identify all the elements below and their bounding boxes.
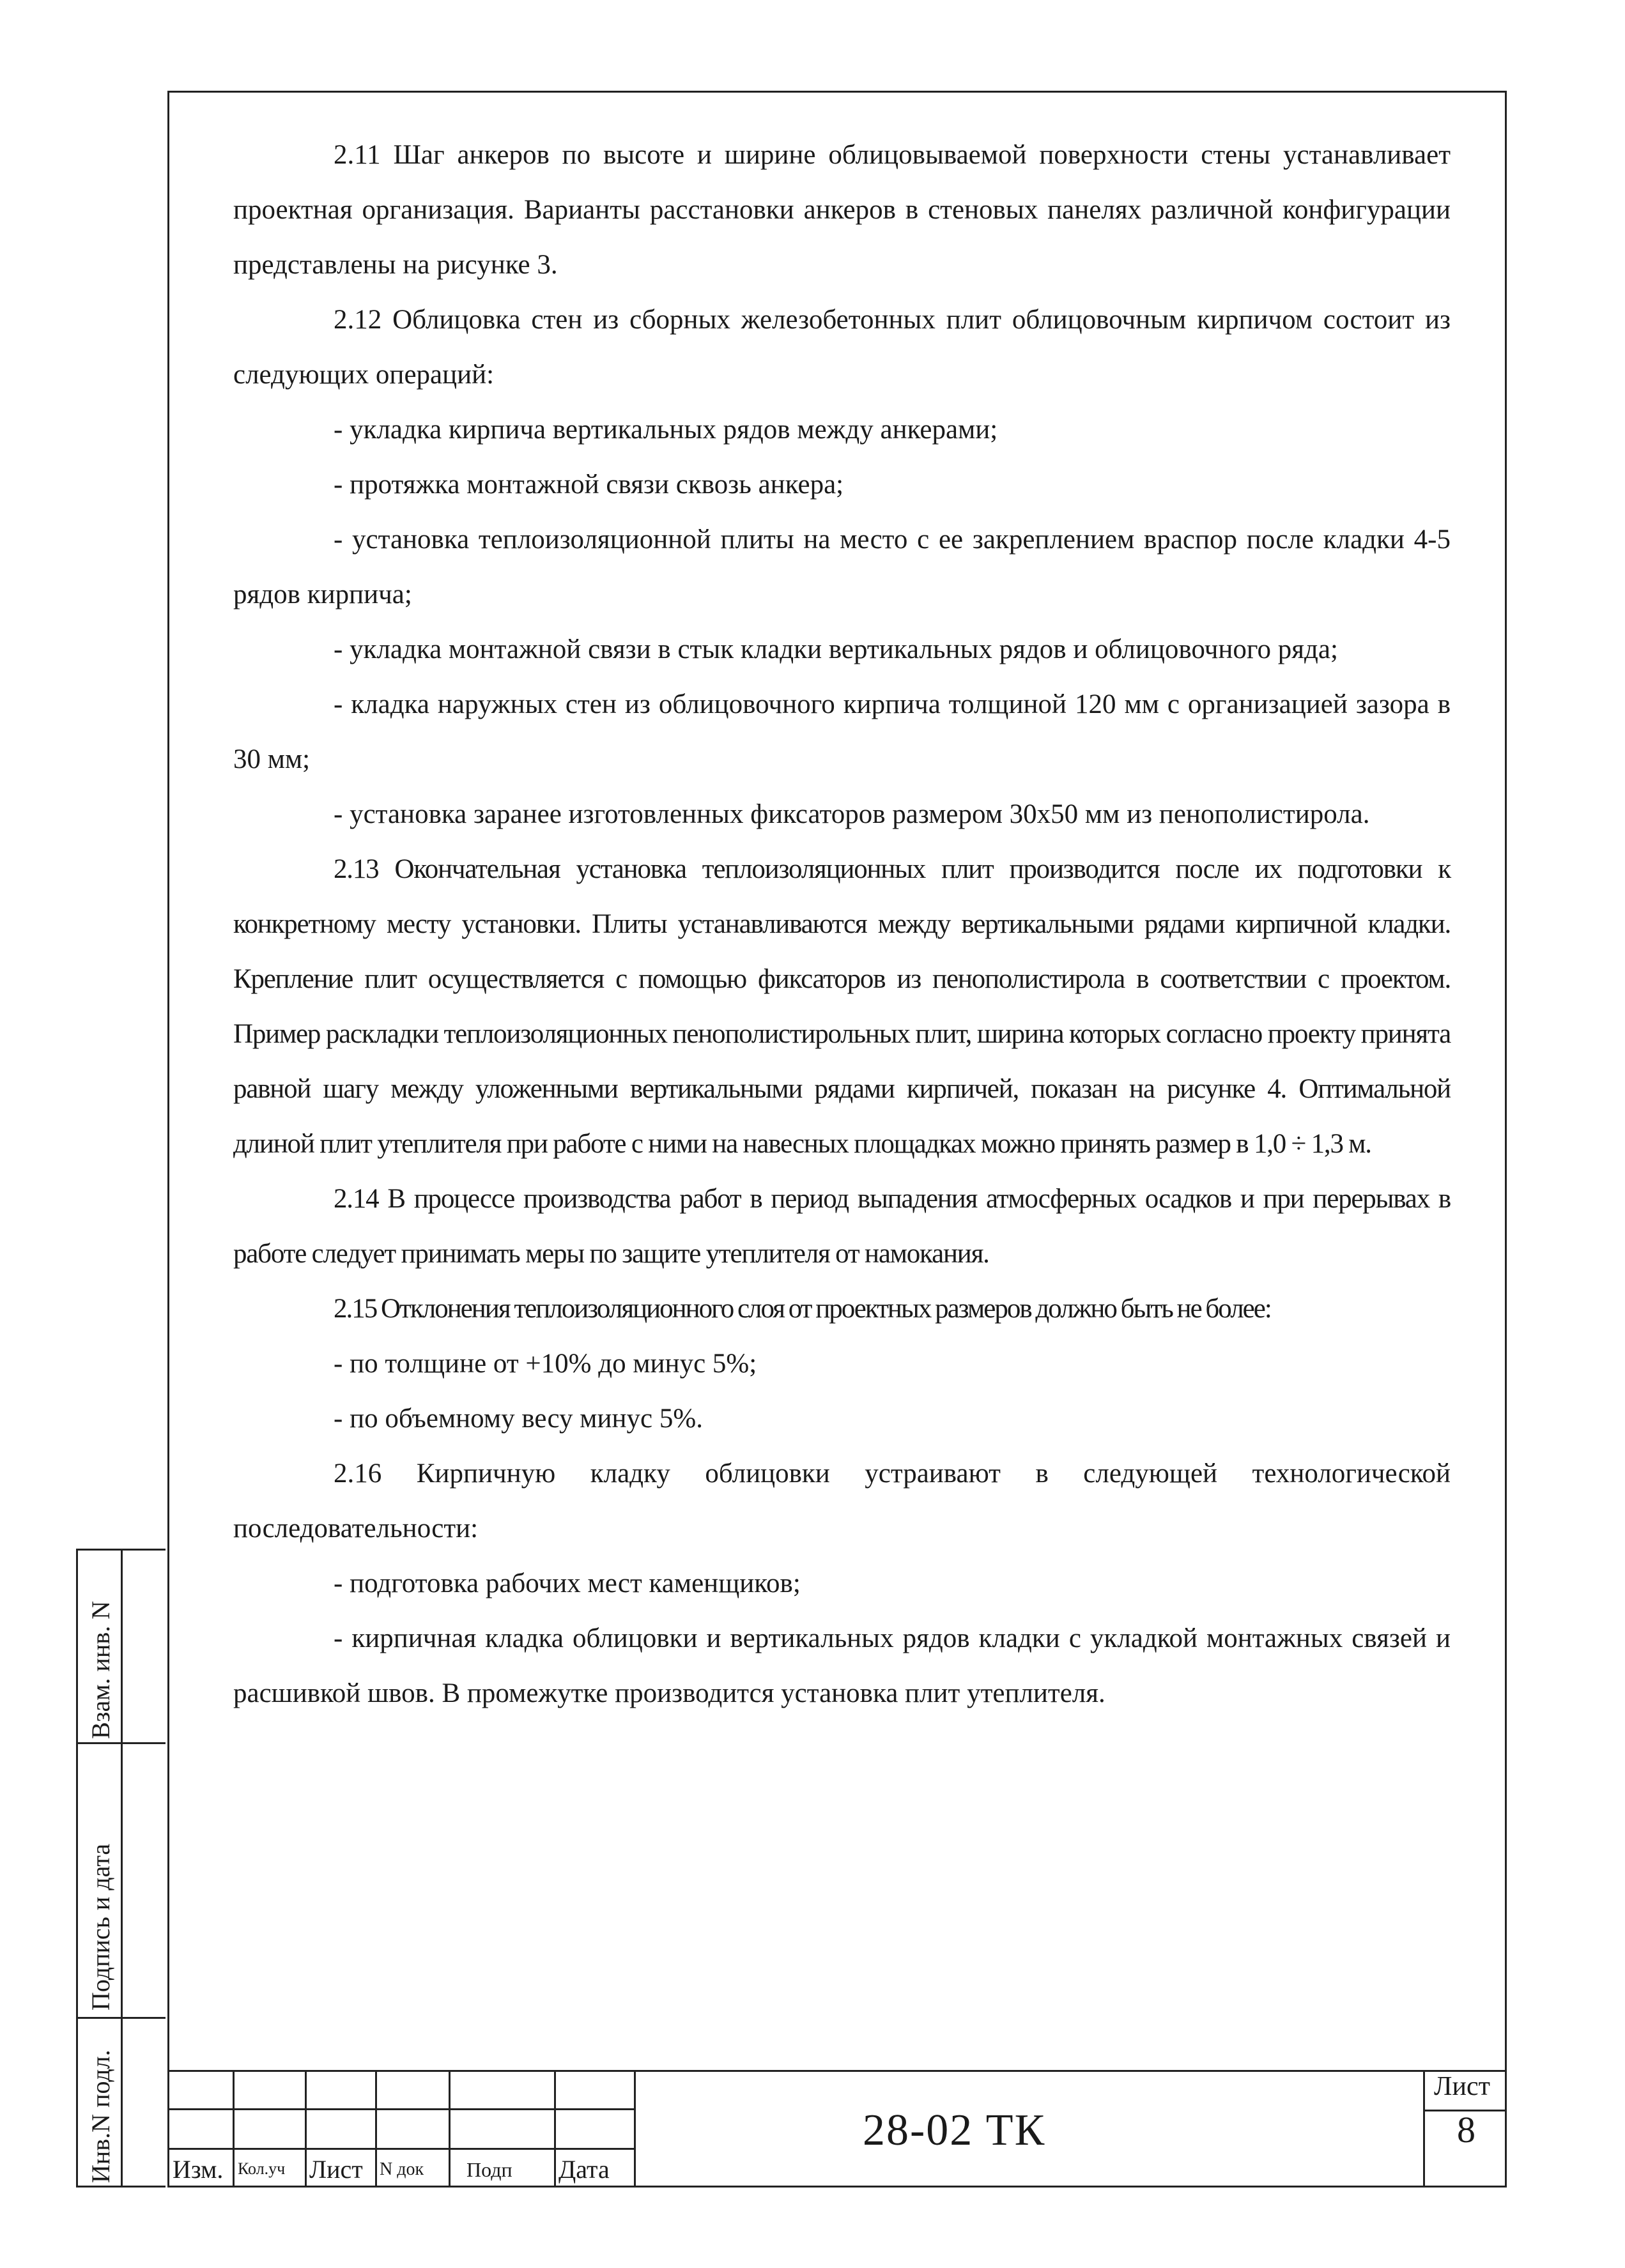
tb-line (375, 2070, 377, 2188)
col-n-dok: N док (380, 2159, 424, 2179)
tb-line (634, 2070, 636, 2188)
list-item: - протяжка монтажной связи сквозь анкера; (334, 470, 844, 500)
paragraph-2-14: 2.14 В процессе производства работ в период выпадения атмосферных осадков и при перерывах в работе следует принимать меры по защите утеплителя от намокания. (233, 1184, 1451, 1269)
tb-line (1423, 2070, 1425, 2188)
list-item: - подготовка рабочих мест каменщиков; (334, 1568, 801, 1598)
tb-line (167, 2108, 634, 2110)
tb-line (449, 2070, 451, 2188)
list-item: - кирпичная кладка облицовки и вертикальных рядов кладки с укладкой монтажных связей и расшивкой швов. В промежутке производится установка плит утеплителя. (233, 1623, 1451, 1708)
tb-line (305, 2070, 307, 2188)
tb-line (167, 2148, 634, 2150)
inv-podl-label: Инв.N подл. (86, 2050, 115, 2183)
sheet-label: Лист (1434, 2072, 1490, 2101)
vzam-inv-label: Взам. инв. N (86, 1600, 115, 1739)
signature-date-label: Подпись и дата (86, 1843, 115, 2011)
list-item: - укладка кирпича вертикальных рядов между анкерами; (334, 415, 998, 445)
paragraph-2-11: 2.11 Шаг анкеров по высоте и ширине облицовываемой поверхности стены устанавливает проектная организация. Варианты расстановки анкеров в стеновых панелях различной конфигурации представлены на рисунке 3. (233, 140, 1451, 280)
list-item: - кладка наружных стен из облицовочного кирпича толщиной 120 мм с организацией зазора в 30 мм; (233, 689, 1451, 774)
tb-line (167, 2070, 1507, 2072)
col-data: Дата (558, 2155, 610, 2184)
tb-line (554, 2070, 556, 2188)
list-item: - укладка монтажной связи в стык кладки вертикальных рядов и облицовочного ряда; (334, 634, 1338, 664)
paragraph-2-12: 2.12 Облицовка стен из сборных железобетонных плит облицовочным кирпичом состоит из следующих операций: (233, 305, 1451, 390)
side-stamp (76, 1549, 166, 2188)
paragraph-2-15: 2.15 Отклонения теплоизоляционного слоя от проектных размеров должно быть не более: (334, 1294, 1271, 1324)
col-izm: Изм. (173, 2155, 224, 2184)
title-block (167, 2070, 1507, 2188)
side-divider (78, 1742, 166, 1744)
list-item: - установка заранее изготовленных фиксаторов размером 30х50 мм из пенополистирола. (334, 799, 1370, 829)
paragraph-2-16: 2.16 Кирпичную кладку облицовки устраивают в следующей технологической последовательности: (233, 1459, 1451, 1544)
list-item: - по толщине от +10% до минус 5%; (334, 1349, 757, 1379)
list-item: - по объемному весу минус 5%. (334, 1404, 703, 1434)
paragraph-2-13: 2.13 Окончательная установка теплоизоляционных плит производится после их подготовки к конкретному месту установки. Плиты устанавливаются между вертикальными рядами кирпичной кладки. Крепление плит осуществляется с помощью фиксаторов из пенополистирола в соответствии с проектом. Пример раскладки теплоизоляционных пенополистирольных плит, ширина которых согласно проекту принята равной шагу между уложенными вертикальными рядами кирпичей, показан на рисунке 4. Оптимальной длиной плит утеплителя при работе с ними на навесных площадках можно принять размер в 1,0 ÷ 1,3 м. (233, 854, 1451, 1159)
sheet-number: 8 (1457, 2109, 1475, 2150)
tb-line (233, 2070, 235, 2188)
col-podp: Подп (466, 2158, 512, 2181)
list-item: - установка теплоизоляционной плиты на место с ее закреплением враспор после кладки 4-5 рядов кирпича; (233, 525, 1451, 609)
side-divider (78, 2017, 166, 2019)
body-text (233, 128, 1451, 1721)
document-code: 28-02 ТК (863, 2106, 1046, 2155)
col-list: Лист (309, 2155, 363, 2184)
col-kol-uch: Кол.уч (238, 2159, 286, 2178)
